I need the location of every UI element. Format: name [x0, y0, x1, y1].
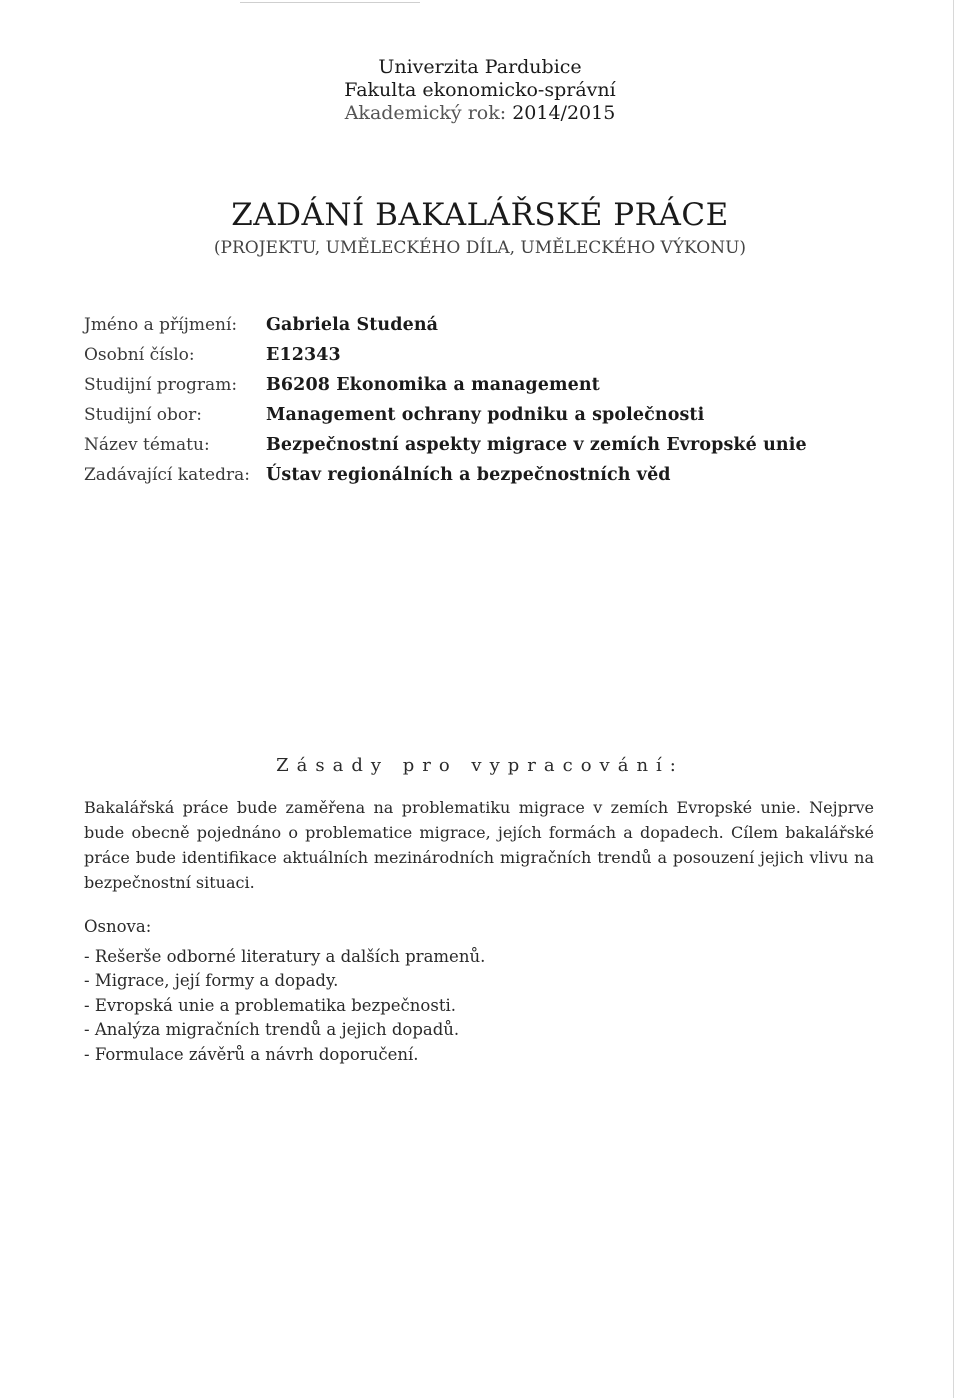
document-subtitle: (PROJEKTU, UMĚLECKÉHO DÍLA, UMĚLECKÉHO VÝKONU) — [213, 238, 747, 258]
title-block — [0, 196, 960, 260]
info-label: Osobní číslo: — [84, 345, 195, 365]
info-row-topic — [84, 435, 807, 465]
document-title: ZADÁNÍ BAKALÁŘSKÉ PRÁCE — [231, 197, 729, 233]
list-item: - Rešerše odborné literatury a dalších pramenů. — [84, 946, 486, 966]
info-row-study-field — [84, 405, 807, 435]
university-name: Univerzita Pardubice — [378, 56, 582, 78]
info-value: B6208 Ekonomika a management — [266, 375, 600, 395]
list-item: - Formulace závěrů a návrh doporučení. — [84, 1044, 419, 1064]
info-value: E12343 — [266, 345, 341, 365]
academic-year-value: 2014/2015 — [512, 102, 616, 124]
info-label: Název tématu: — [84, 435, 210, 455]
principles-paragraph: Bakalářská práce bude zaměřena na problematiku migrace v zemích Evropské unie. Nejprve bude obecně pojednáno o problematice migrace, jejích formách a dopadech. Cílem bakalářské práce bude identifikace aktuálních mezinárodních migračních trendů a posouzení jejich vlivu na bezpečnostní situaci. — [84, 798, 874, 892]
info-label: Jméno a příjmení: — [84, 315, 238, 335]
academic-year-label: Akademický rok: — [344, 102, 507, 124]
info-label: Studijní program: — [84, 375, 238, 395]
outline-heading: Osnova: — [84, 917, 152, 936]
student-info-table — [84, 315, 807, 495]
info-row-personal-number — [84, 345, 807, 375]
academic-year — [0, 102, 960, 125]
info-row-name — [84, 315, 807, 345]
info-row-study-program — [84, 375, 807, 405]
info-label: Studijní obor: — [84, 405, 203, 425]
outline-section — [84, 915, 874, 1067]
principles-heading: Zásady pro vypracování: — [276, 755, 684, 776]
document-header — [0, 56, 960, 125]
info-value: Ústav regionálních a bezpečnostních věd — [266, 465, 671, 485]
list-item: - Analýza migračních trendů a jejich dopadů. — [84, 1020, 460, 1039]
info-value: Bezpečnostní aspekty migrace v zemích Evropské unie — [266, 435, 807, 455]
info-row-department — [84, 465, 807, 495]
scan-artifact-line — [240, 2, 420, 3]
info-label: Zadávající katedra: — [84, 465, 250, 485]
info-value: Gabriela Studená — [266, 315, 439, 335]
info-value: Management ochrany podniku a společnosti — [266, 405, 705, 425]
list-item: - Migrace, její formy a dopady. — [84, 971, 339, 990]
list-item: - Evropská unie a problematika bezpečnosti. — [84, 995, 456, 1015]
faculty-name: Fakulta ekonomicko-správní — [344, 79, 616, 101]
